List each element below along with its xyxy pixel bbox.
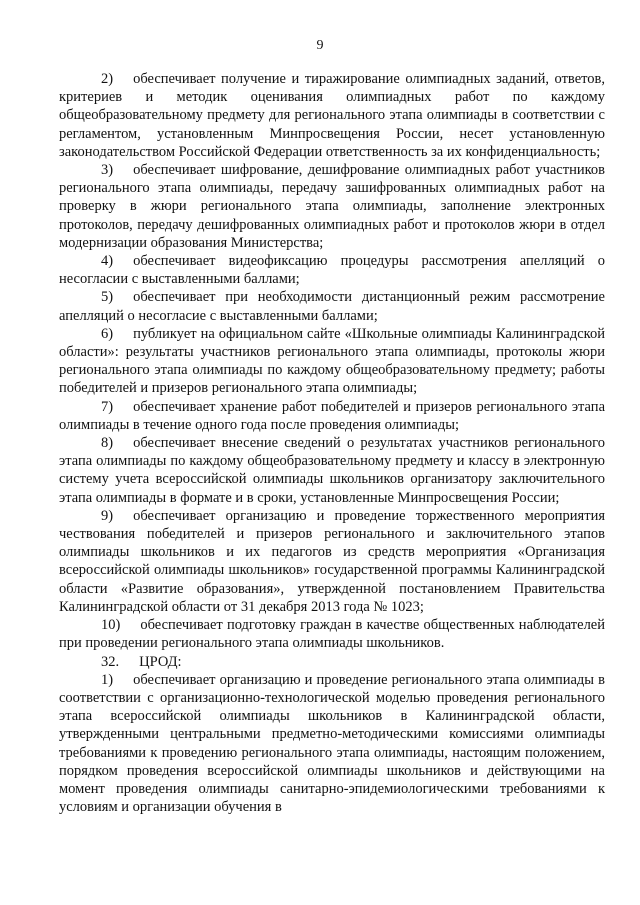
item-number: 1) (101, 671, 114, 688)
item-number: 2) (101, 71, 114, 87)
page-number: 9 (316, 38, 324, 53)
item-number: 6) (101, 325, 114, 342)
item-number: 5) (101, 289, 114, 306)
item-number: 9) (101, 507, 114, 524)
item-text: обеспечивает организацию и проведение торжественного мероприятия чествования победителей и призеров регионального и заключительного этапов олимпиады школьников и их педагогов из средств мероприятия «Организация всероссийской олимпиады школьников» государственной программы Калининградской области «Развитие образования», утвержденной постановлением Правительства Калининградской области от 31 декабря 2013 года № 1023; (59, 507, 605, 615)
section-number: 32. (101, 653, 120, 670)
item-number: 4) (101, 253, 114, 270)
item-text: обеспечивает подготовку граждан в качестве общественных наблюдателей при проведении регионального этапа олимпиады школьников. (59, 617, 605, 652)
item-text: публикует на официальном сайте «Школьные олимпиады Калининградской области»: результаты участников регионального этапа олимпиады, протоколы жюри регионального этапа олимпиады по каждому общеобразовательному предмету; работы победителей и призеров регионального этапа олимпиады; (59, 325, 605, 397)
paragraph-6 (59, 325, 605, 398)
item-text: обеспечивает шифрование, дешифрование олимпиадных работ участников регионального этапа олимпиады, передачу зашифрованных олимпиадных работ на проверку в жюри регионального этапа олимпиады, заполнение электронных протоколов, передачу дешифрованных олимпиадных работ и протоколов жюри в отдел модернизации образования Министерства; (59, 162, 605, 251)
paragraph-32-1 (59, 671, 605, 817)
paragraph-4 (59, 252, 605, 288)
document-body (59, 70, 605, 816)
item-number: 8) (101, 435, 114, 452)
paragraph-8 (59, 434, 605, 507)
item-text: обеспечивает получение и тиражирование олимпиадных заданий, ответов, критериев и методик оценивания олимпиадных работ по каждому общеобразовательному предмету для регионального этапа олимпиады в соответствии с регламентом, установленным Минпросвещения России, несет установленную законодательством Российской Федерации ответственность за их конфиденциальность; (59, 71, 605, 160)
paragraph-7 (59, 398, 605, 434)
paragraph-5 (59, 288, 605, 324)
item-number: 7) (101, 398, 114, 415)
item-text: обеспечивает внесение сведений о результатах участников регионального этапа олимпиады по каждому общеобразовательному предмету и классу в электронную систему учета всероссийской олимпиады школьников организатору заключительного этапа олимпиады в формате и в сроки, установленные Минпросвещения России; (59, 435, 605, 506)
paragraph-3 (59, 161, 605, 252)
item-number: 3) (101, 162, 114, 179)
paragraph-9 (59, 507, 605, 616)
paragraph-2 (59, 70, 605, 161)
section-title: ЦРОД: (139, 653, 182, 670)
paragraph-10 (59, 616, 605, 652)
item-number: 10) (101, 617, 121, 634)
item-text: обеспечивает при необходимости дистанционный режим рассмотрение апелляций о несогласие с выставленными баллами; (59, 289, 605, 324)
section-32-heading (59, 653, 605, 671)
item-text: обеспечивает видеофиксацию процедуры рассмотрения апелляций о несогласии с выставленными баллами; (59, 253, 605, 288)
item-text: обеспечивает хранение работ победителей и призеров регионального этапа олимпиады в течение одного года после проведения олимпиады; (59, 398, 605, 433)
item-text: обеспечивает организацию и проведение регионального этапа олимпиады в соответствии с организационно-технологической моделью проведения регионального этапа всероссийской олимпиады школьников в Калининградской области, утвержденными центральными предметно-методическими комиссиями олимпиады требованиями к проведению регионального этапа олимпиады, настоящим положением, порядком проведения всероссийской олимпиады школьников и действующими на момент проведения олимпиады санитарно-эпидемиологическими требованиями к условиям и организации обучения в (59, 671, 605, 816)
